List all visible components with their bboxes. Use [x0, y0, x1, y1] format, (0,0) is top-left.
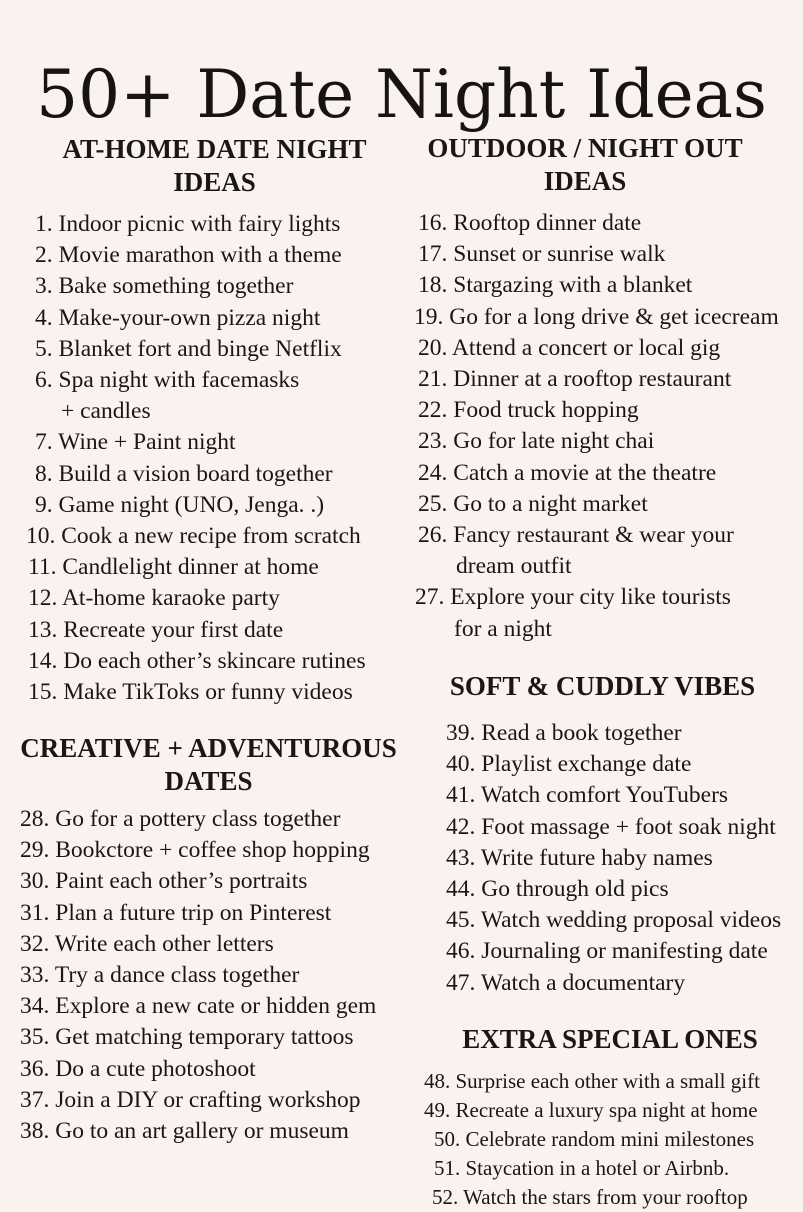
list-item: 52. Watch the stars from your rooftop [432, 1185, 748, 1209]
creative-list [16, 804, 416, 1147]
list-item: 36. Do a cute photoshoot [20, 1055, 256, 1082]
list-item-continuation: for a night [454, 615, 552, 642]
list-item: 33. Try a dance class together [20, 962, 300, 989]
list-item: 41. Watch comfort YouTubers [446, 782, 729, 809]
list-item: 19. Go for a long drive & get icecream [414, 303, 779, 330]
list-item: 9. Game night (UNO, Jenga. .) [35, 491, 325, 518]
soft-heading: SOFT & CUDDLY VIBES [449, 671, 756, 701]
list-item: 4. Make-your-own pizza night [35, 304, 321, 331]
extra-section [420, 1023, 803, 1212]
list-item: 22. Food truck hopping [418, 397, 639, 424]
outdoor-heading-line2: IDEAS [543, 166, 627, 196]
list-item: 15. Make TikToks or funny videos [28, 679, 353, 706]
list-item: 46. Journaling or manifesting date [446, 938, 768, 965]
list-item: 8. Build a vision board together [35, 460, 333, 487]
list-item: 50. Celebrate random mini milestones [434, 1127, 755, 1151]
list-item-continuation: dream outfit [456, 553, 572, 580]
list-item: 40. Playlist exchange date [446, 751, 692, 778]
list-item: 26. Fancy restaurant & wear your [418, 522, 734, 549]
list-item: 28. Go for a pottery class together [20, 806, 341, 832]
list-item: 21. Dinner at a rooftop restaurant [418, 366, 732, 393]
at-home-list [22, 209, 407, 708]
at-home-heading-line1: AT-HOME DATE NIGHT [62, 134, 367, 164]
list-item: 20. Attend a concert or local gig [418, 334, 721, 361]
list-item: 37. Join a DIY or crafting workshop [20, 1086, 361, 1113]
list-item: 6. Spa night with facemasks [35, 367, 300, 394]
list-item: 31. Plan a future trip on Pinterest [20, 899, 332, 926]
list-item: 25. Go to a night market [418, 490, 648, 517]
list-item: 38. Go to an art gallery or museum [20, 1118, 349, 1145]
list-item: 47. Watch a documentary [446, 969, 686, 996]
list-item: 45. Watch wedding proposal videos [446, 907, 782, 934]
list-item: 3. Bake something together [35, 273, 294, 300]
list-item: 43. Write future haby names [446, 844, 713, 871]
list-item: 29. Bookctore + coffee shop hopping [20, 837, 370, 864]
creative-heading-line2: DATES [164, 766, 253, 796]
list-item: 14. Do each other’s skincare rutines [28, 647, 366, 674]
list-item: 34. Explore a new cate or hidden gem [20, 993, 377, 1020]
list-item: 2. Movie marathon with a theme [35, 242, 342, 269]
outdoor-heading [410, 132, 760, 198]
list-item: 13. Recreate your first date [28, 616, 284, 643]
extra-heading: EXTRA SPECIAL ONES [462, 1024, 758, 1054]
list-item: 7. Wine + Paint night [35, 429, 236, 456]
list-item: 48. Surprise each other with a small gift [424, 1069, 760, 1093]
list-item: 44. Go through old pics [446, 876, 669, 903]
list-item: 1. Indoor picnic with fairy lights [35, 211, 341, 237]
extra-list [420, 1067, 803, 1212]
list-item: 32. Write each other letters [20, 930, 274, 957]
soft-section [440, 670, 803, 999]
list-item: 11. Candlelight dinner at home [28, 554, 319, 581]
list-item: 35. Get matching temporary tattoos [20, 1024, 354, 1051]
list-item: 27. Explore your city like tourists [415, 584, 731, 611]
at-home-heading [22, 133, 407, 199]
at-home-section [22, 133, 407, 708]
list-item: 24. Catch a movie at the theatre [418, 459, 717, 486]
list-item: 12. At-home karaoke party [28, 585, 280, 612]
list-item: 23. Go for late night chai [418, 428, 655, 455]
list-item: 17. Sunset or sunrise walk [418, 241, 666, 268]
list-item: 39. Read a book together [446, 720, 682, 746]
outdoor-heading-line1: OUTDOOR / NIGHT OUT [427, 133, 743, 163]
list-item: 10. Cook a new recipe from scratch [26, 523, 361, 550]
creative-section [16, 732, 416, 1147]
list-item: 5. Blanket fort and binge Netflix [35, 335, 342, 362]
outdoor-list [410, 208, 803, 645]
list-item: 18. Stargazing with a blanket [418, 272, 693, 299]
creative-heading [16, 732, 401, 798]
list-item-continuation: + candles [61, 398, 151, 425]
list-item: 49. Recreate a luxury spa night at home [424, 1098, 758, 1122]
outdoor-section [410, 132, 803, 645]
list-item: 16. Rooftop dinner date [418, 210, 642, 236]
list-item: 30. Paint each other’s portraits [20, 868, 308, 895]
list-item: 42. Foot massage + foot soak night [446, 813, 776, 840]
creative-heading-line1: CREATIVE + ADVENTUROUS [20, 733, 397, 763]
soft-list [440, 718, 803, 999]
list-item: 51. Staycation in a hotel or Airbnb. [434, 1156, 730, 1180]
at-home-heading-line2: IDEAS [173, 167, 256, 197]
page-title: 50+ Date Night Ideas [36, 56, 767, 134]
